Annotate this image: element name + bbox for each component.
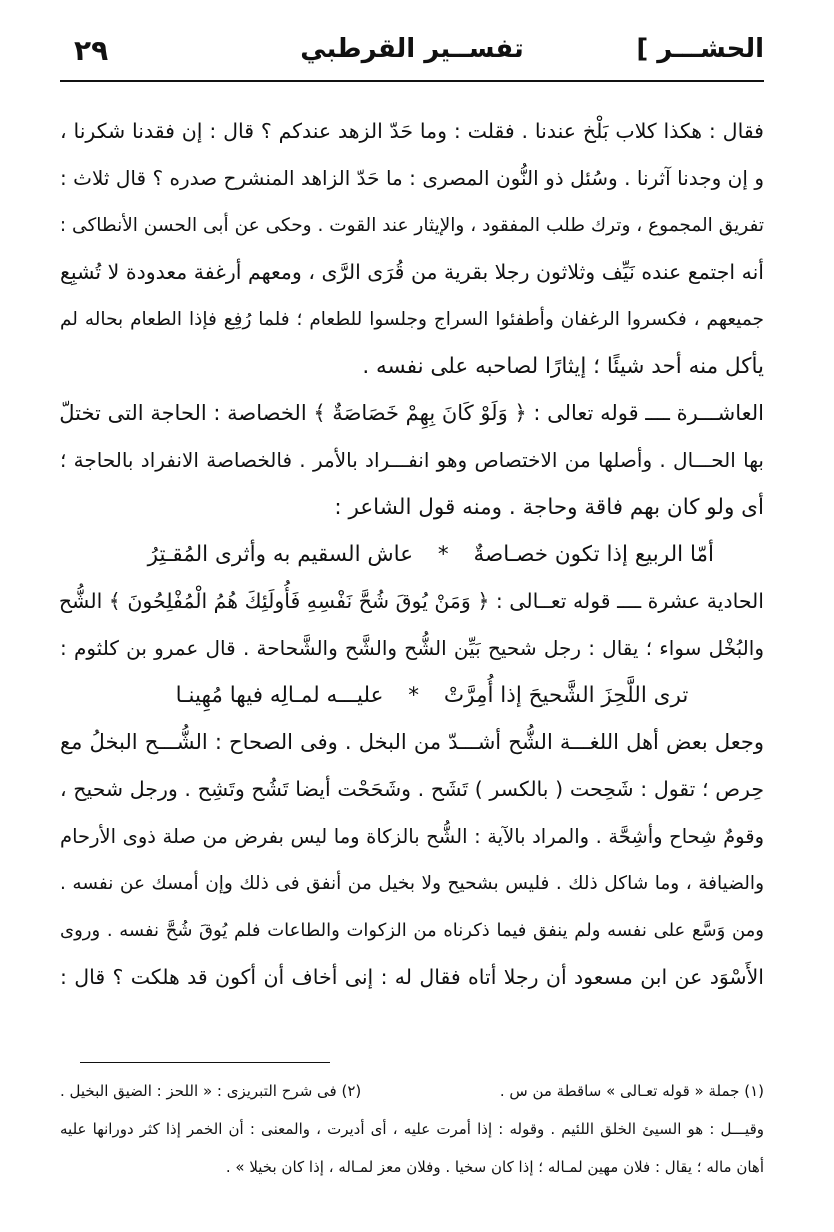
text-line: والضيافة ، وما شاكل ذلك . فليس بشحيح ولا بخيل من أنفق فى ذلك وإن أمسك عن نفسه . <box>60 873 764 894</box>
footnote-line: أهان ماله ؛ يقال : فلان مهين لمـاله ؛ إذا كان سخيا . وفلان معز لمـاله ، إذا كان بخيلا » . <box>225 1158 764 1176</box>
footnote-rule <box>80 1062 330 1063</box>
verse-hemistich-second: عاش السقيم به وأثرى المُقـتِرُ <box>147 542 414 567</box>
footnote-row <box>60 1072 764 1110</box>
verse-separator: * <box>408 683 420 708</box>
text-line: الأَسْوَد عن ابن مسعود أن رجلا أتاه فقال له : إنى أخاف أن أكون قد هلكت ؟ قال : <box>60 965 764 989</box>
text-line: جميعهم ، فكسروا الرغفان وأطفئوا السراج وجلسوا للطعام ؛ فلما رُفِع فإذا الطعام بحاله لم <box>60 309 764 330</box>
section-title: الحشـــر ] <box>636 34 764 64</box>
text-line: وجعل بعض أهل اللغـــة الشُّح أشـــدّ من البخل . وفى الصحاح : الشُّـــح البخلُ مع <box>60 730 764 754</box>
poetry-verse <box>60 672 764 719</box>
main-text <box>60 108 764 1001</box>
footnote-2: (٢) فى شرح التبريزى : « اللحز : الضيق البخيل . <box>60 1082 362 1100</box>
paragraph <box>60 719 764 1001</box>
text-line: ومن وَسَّع على نفسه ولم ينفق فيما ذكرناه من الزكوات والطاعات فلم يُوقَ شُحَّ نفسه . وروى <box>60 920 764 941</box>
paragraph <box>60 578 764 672</box>
page-number: ٢٩ <box>74 34 109 67</box>
page-header <box>60 28 764 78</box>
text-line: تفريق المجموع ، وترك طلب المفقود ، والإيثار عند القوت . وحكى عن أبى الحسن الأنطاكى : <box>59 215 764 236</box>
text-line: والبُخْل سواء ؛ يقال : رجل شحيح بَيِّن الشُّح والشَّح والشَّحاحة . قال عمرو بن كلثوم : <box>60 636 764 660</box>
verse-hemistich-first: ترى اللَّحِزَ الشَّحيحَ إذا أُمِرَّتْ <box>443 683 689 708</box>
text-line: أنه اجتمع عنده نَيِّف وثلاثون رجلا بقرية من قُرَى الرَّى ، ومعهم أرغفة معدودة لا تُشبِع <box>60 260 764 284</box>
poetry-verse <box>60 531 764 578</box>
text-line: و إن وجدنا آثرنا . وسُئل ذو النُّون المصرى : ما حَدّ الزاهد المنشرح صدره ؟ قال ثلاث : <box>60 166 764 190</box>
verse-separator: * <box>437 542 449 567</box>
footnote-line: وقيـــل : هو السيئ الخلق اللئيم . وقوله : إذا أمرت عليه ، أى أديرت ، والمعنى : أن الخمر إذا كثر دورانها عليه <box>60 1120 764 1138</box>
text-line: أى ولو كان بهم فاقة وحاجة . ومنه قول الشاعر : <box>334 495 764 520</box>
text-line: العاشـــرة ــــ قوله تعالى : ﴿ وَلَوْ كَانَ بِهِمْ خَصَاصَةٌ ﴾ الخصاصة : الحاجة التى تختلّ <box>59 401 764 425</box>
paragraph <box>60 108 764 390</box>
verse-hemistich-first: أمّا الربيع إذا تكون خصـاصةٌ <box>473 542 714 567</box>
footnote-1: (١) جملة « قوله تعـالى » ساقطة من س . <box>499 1082 764 1100</box>
text-line: الحادية عشرة ــــ قوله تعــالى : ﴿ وَمَنْ يُوقَ شُحَّ نَفْسِهِ فَأُولَئِكَ هُمُ الْمُفْلِحُونَ ﴾ الشُّح <box>58 589 764 613</box>
text-line: وقومٌ شِحاح وأشِحَّة . والمراد بالآية : الشُّح بالزكاة وما ليس بفرض من صلة ذوى الأرحام <box>60 825 764 848</box>
footnotes <box>60 1072 764 1186</box>
verse-hemistich-second: عليـــه لمـالِه فيها مُهِينـا <box>175 683 384 708</box>
text-line: حِرص ؛ تقول : شَحِحت ( بالكسر ) تَشَح . وشَحَحْت أيضا تَشُح وتَشِح . ورجل شحيح ، <box>60 777 764 801</box>
text-line: فقال : هكذا كلاب بَلْخ عندنا . فقلت : وما حَدّ الزهد عندكم ؟ قال : إن فقدنا شكرنا ، <box>60 119 764 143</box>
text-line: بها الحـــال . وأصلها من الاختصاص وهو انفـــراد بالأمر . فالخصاصة الانفراد بالحاجة ؛ <box>60 448 764 472</box>
text-line: يأكل منه أحد شيئًا ؛ إيثارًا لصاحبه على نفسه . <box>362 354 764 379</box>
header-rule <box>60 80 764 82</box>
book-title: تفســير القرطبي <box>300 34 524 64</box>
paragraph <box>60 390 764 531</box>
